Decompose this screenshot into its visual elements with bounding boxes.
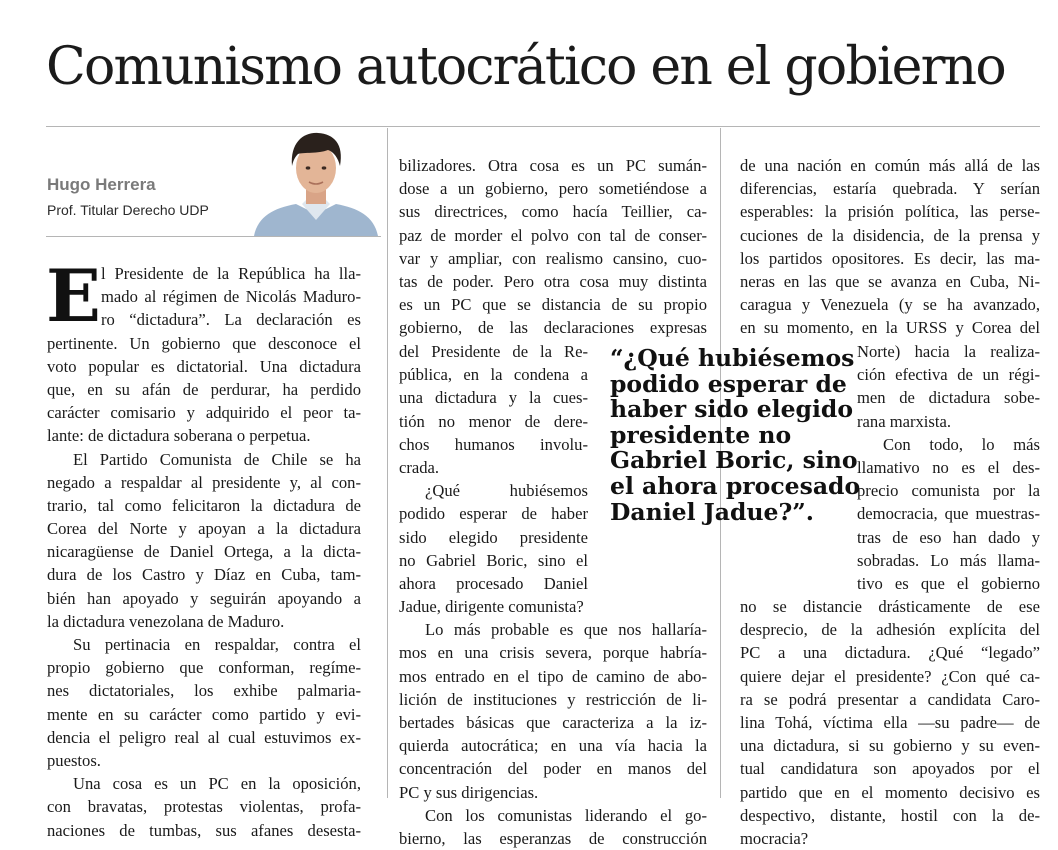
text-line: quiere dejar el presidente? ¿Con qué ca-: [740, 666, 1040, 686]
text-line: los partidos opositores. Es decir, las ma-: [740, 248, 1040, 268]
text-line: mado al régimen de Nicolás Maduro-: [101, 287, 361, 307]
author-photo: [252, 128, 380, 236]
author-role: Prof. Titular Derecho UDP: [47, 202, 209, 218]
text-line: voto popular es dictatorial. Una dictadura: [47, 356, 361, 376]
pull-quote-line: “¿Qué hubiésemos: [610, 344, 855, 372]
text-line: negado a respaldar al presidente y, al con-: [47, 472, 361, 492]
text-line: paz de morder el polvo con tal de conser-: [399, 225, 707, 245]
text-line: dura de los Castro y Díaz en Cuba, tam-: [47, 565, 361, 585]
text-line: lante: de dictadura soberana o perpetua.: [47, 426, 311, 446]
text-line: El Partido Comunista de Chile se ha: [73, 449, 361, 469]
column-3-top-text: [740, 154, 1040, 340]
text-line: no Gabriel Boric, sino el: [399, 550, 588, 570]
text-line: tas de poder. Pero otra cosa muy distinta: [399, 271, 707, 291]
text-line: dose a un gobierno, pero sometiéndose a: [399, 179, 707, 199]
text-line: naciones de tumbas, sus afanes desesta-: [47, 820, 361, 840]
column-3-middle-text: [857, 340, 1040, 595]
text-line: Con los comunistas liderando el go-: [425, 805, 707, 825]
text-line: ción efectiva de un régi-: [857, 365, 1040, 385]
text-line: propio gobierno que conforman, regíme-: [47, 658, 361, 678]
text-line: Norte) hacia la realiza-: [857, 342, 1040, 361]
pull-quote-line: presidente no: [610, 420, 792, 449]
pull-quote-line: haber sido elegido: [610, 395, 853, 424]
pull-quote: [610, 344, 861, 526]
text-line: bertades básicas que caracteriza a la iz-: [399, 712, 707, 732]
text-line: de una nación en común más allá de las: [740, 156, 1040, 175]
text-line: quierda autocrática; en una vía hacia la: [399, 736, 707, 756]
text-line: Una cosa es un PC en la oposición,: [73, 774, 361, 794]
text-line: despectivo, distante, hostil con la de-: [740, 805, 1040, 825]
text-line: tual candidatura son apoyados por el: [740, 759, 1040, 779]
text-line: concentración del poder en manos del: [399, 759, 707, 779]
text-line: partido que en el momento decisivo es: [740, 782, 1040, 802]
text-line: bilizadores. Otra cosa es un PC sumán-: [399, 156, 707, 175]
text-line: desprecio, de la adhesión explícita del: [740, 620, 1040, 640]
text-line: carácter comisario y adquirido el peor ta-: [47, 403, 361, 423]
text-line: puestos.: [47, 750, 101, 770]
text-line: nicaragüense de Daniel Ortega, a la dicta-: [47, 542, 361, 562]
headline: Comunismo autocrático en el gobierno: [46, 37, 1005, 97]
text-line: chos humanos involu-: [399, 434, 588, 454]
text-line: ro “dictadura”. La declaración es: [101, 310, 361, 330]
text-line: lina Tohá, víctima ella —su padre— de: [740, 712, 1040, 732]
text-line: sus directrices, como hacía Teillier, ca-: [399, 202, 707, 222]
column-3-bottom-text: [740, 595, 1040, 850]
text-line: mocracia?: [740, 828, 809, 848]
pull-quote-line: Daniel Jadue?”.: [610, 497, 814, 526]
text-line: diferencias, estaría quebrada. Y serían: [740, 179, 1040, 199]
text-line: mente en su carácter como partido y evi-: [47, 704, 361, 724]
text-line: cuciones de la disidencia, de la prensa y: [740, 225, 1040, 245]
drop-cap: E: [46, 253, 101, 338]
text-line: bierno, las esperanzas de construcción: [399, 828, 707, 848]
text-line: una dictadura y la cues-: [399, 388, 588, 408]
text-line: trario, tal como felicitaron la dictadura de: [47, 495, 361, 515]
text-line: la dictadura venezolana de Maduro.: [47, 611, 285, 631]
text-line: tras de eso han dado y: [857, 527, 1040, 547]
text-line: precio comunista por la: [857, 481, 1040, 501]
text-line: pública, en la condena a: [399, 365, 588, 385]
column-2-middle-text: [399, 340, 588, 595]
text-line: PC y sus dirigencias.: [399, 782, 539, 802]
column-2-bottom-text: [399, 595, 707, 850]
text-line: llamativo no es el des-: [857, 457, 1040, 477]
text-line: no se distancie drásticamente de ese: [740, 597, 1040, 616]
text-line: una dictadura, si su gobierno y su even-: [740, 736, 1040, 756]
author-name: Hugo Herrera: [47, 175, 156, 194]
text-line: Con todo, lo más: [883, 434, 1040, 454]
text-line: bién han apoyado y seguirán apoyando a: [47, 588, 361, 608]
text-line: Jadue, dirigente comunista?: [399, 597, 584, 616]
text-line: pertinente. Un gobierno que desconoce el: [47, 333, 361, 353]
text-line: ¿Qué hubiésemos: [425, 481, 588, 501]
text-line: nes dictatoriales, los exhibe palmaria-: [47, 681, 361, 701]
text-line: Su pertinacia en respaldar, contra el: [73, 635, 361, 654]
text-line: del Presidente de la Re-: [399, 342, 588, 361]
text-line: neras en las que se avanza en Cuba, Ni-: [740, 271, 1040, 291]
text-line: crada.: [399, 457, 440, 477]
text-line: tión no menor de dere-: [399, 411, 588, 431]
text-line: gobierno, de las declaraciones expresas: [399, 318, 707, 338]
text-line: Corea del Norte y apoyan a la dictadura: [47, 519, 361, 539]
text-line: PC a una dictadura. ¿Qué “legado”: [740, 643, 1040, 663]
text-line: Lo más probable es que nos hallaría-: [425, 620, 707, 640]
text-line: mos en una crisis severa, porque habría-: [399, 643, 707, 663]
text-line: con bravatas, protestas violentas, profa-: [47, 797, 361, 817]
column-divider-1: [387, 128, 388, 798]
text-line: l Presidente de la República ha lla-: [101, 264, 361, 283]
text-line: democracia, que muestras-: [857, 504, 1040, 524]
text-line: en su momento, en la URSS y Corea del: [740, 318, 1040, 338]
text-line: var y ampliar, con realismo cansino, cuo-: [399, 248, 707, 268]
text-line: men de dictadura sobe-: [857, 388, 1040, 408]
text-line: ra se podrá presentar a candidata Caro-: [740, 689, 1040, 709]
text-line: tivo es que el gobierno: [857, 573, 1040, 593]
pull-quote-line: Gabriel Boric, sino: [610, 446, 858, 475]
text-line: esperables: la prisión política, las perse-: [740, 202, 1040, 222]
text-line: lición de instituciones y restricción de li-: [399, 689, 707, 709]
text-line: sobradas. Lo más llama-: [857, 550, 1040, 570]
text-line: podido esperar de haber: [399, 504, 588, 524]
top-divider: [46, 126, 1040, 127]
text-line: es un PC que se distancia de su propio: [399, 295, 707, 315]
text-line: rana marxista.: [857, 411, 951, 431]
text-line: que, en su afán de perdurar, ha perdido: [47, 379, 361, 399]
text-line: mos entrado en el tipo de camino de abo-: [399, 666, 707, 686]
column-1-text: [46, 253, 361, 842]
pull-quote-line: el ahora procesado: [610, 471, 861, 500]
byline-divider: [46, 236, 381, 237]
text-line: dencia el peligro real al cual estuvimos ex-: [47, 727, 361, 747]
text-line: caragua y Venezuela (y se ha avanzado,: [740, 295, 1040, 315]
text-line: ahora procesado Daniel: [399, 573, 588, 593]
column-2-top-text: [399, 154, 707, 340]
text-line: sido elegido presidente: [399, 527, 588, 547]
pull-quote-line: podido esperar de: [610, 369, 847, 398]
